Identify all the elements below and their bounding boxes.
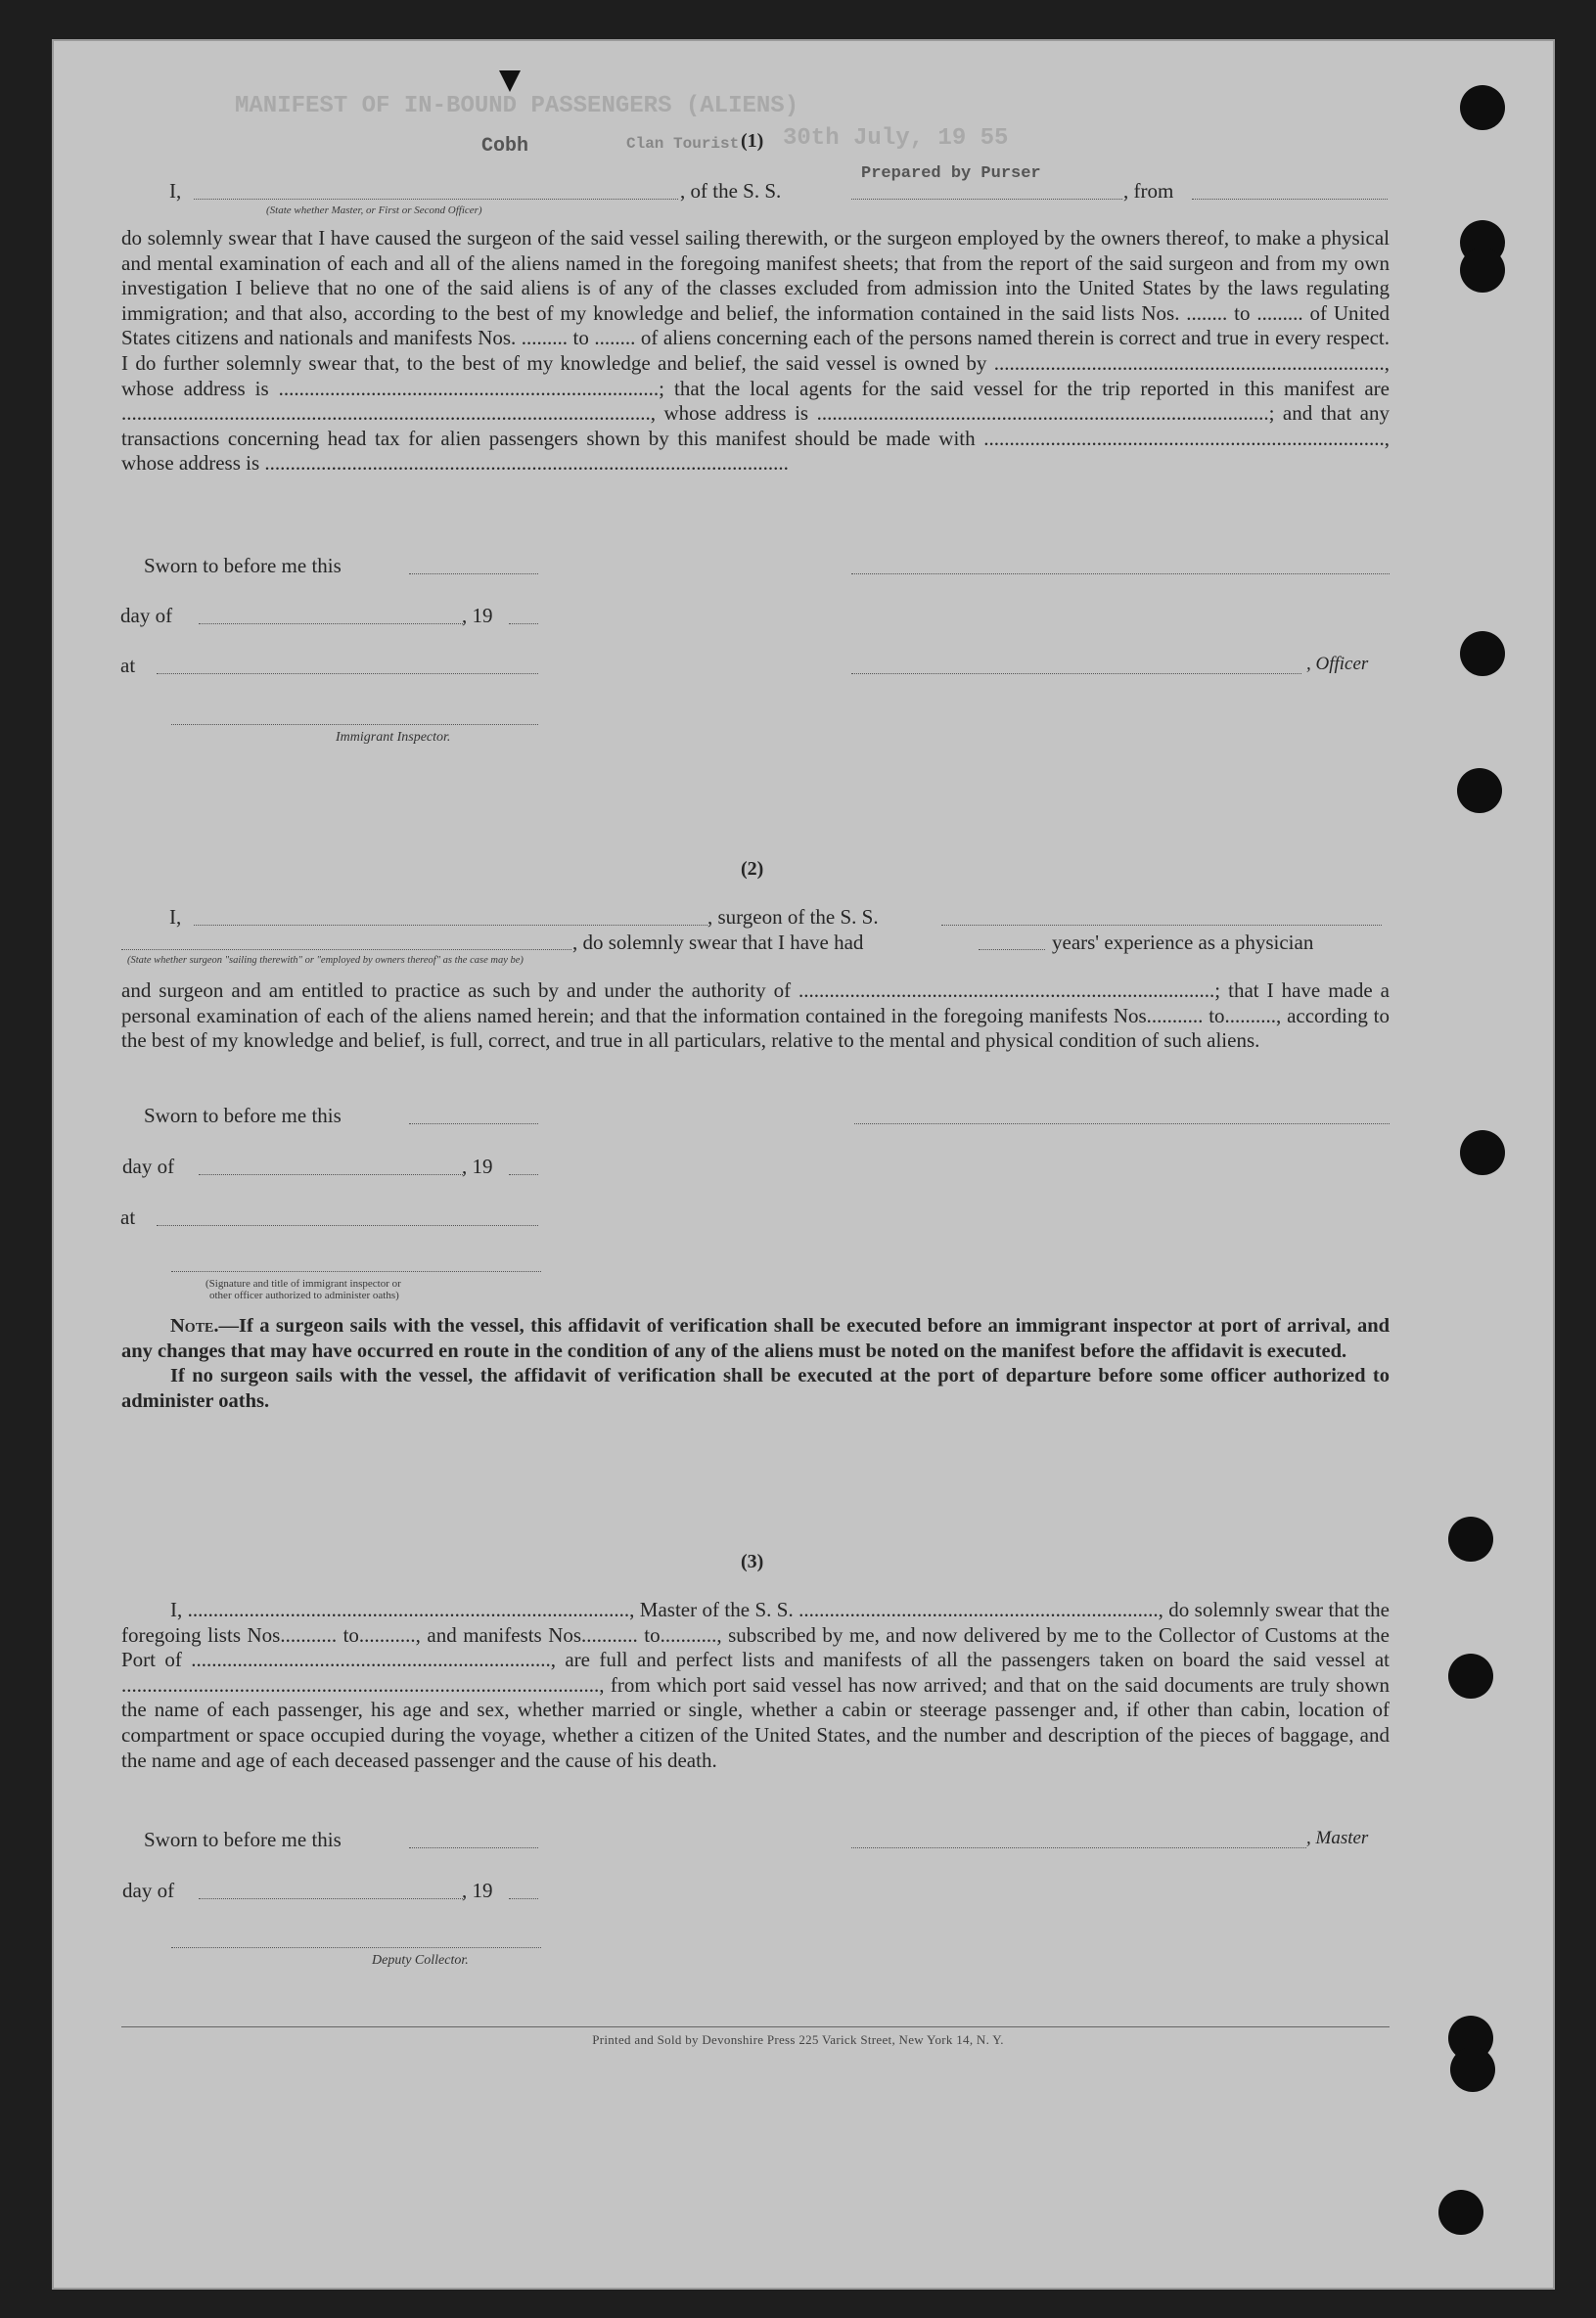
signature-line-2 (854, 1123, 1390, 1124)
section-2-body (121, 978, 1390, 1054)
section-1-opening: I, (169, 179, 182, 203)
from-port-line (1192, 199, 1388, 200)
witness-caption-2: other officer authorized to administer oaths) (209, 1290, 399, 1301)
year-label-1: , 19 (462, 604, 493, 627)
note-text-2: If no surgeon sails with the vessel, the affidavit of verification shall be executed at the port of departure before some officer authorized to administer oaths. (121, 1365, 1390, 1412)
of-the-ss-label: , of the S. S. (680, 179, 782, 203)
section-1-body (121, 226, 1390, 477)
bleed-through-header: MANIFEST OF IN-BOUND PASSENGERS (ALIENS) (235, 93, 799, 119)
day-of-label-1: day of (120, 604, 173, 627)
year-label-3: , 19 (462, 1879, 493, 1902)
punch-hole (1460, 631, 1505, 676)
day-line-2 (199, 1174, 463, 1175)
day-line-1 (199, 623, 463, 624)
punch-hole (1450, 2047, 1495, 2092)
day-line-3 (199, 1898, 463, 1899)
section-2-oath-text: and surgeon and am entitled to practice as such by and under the authority of .................................................................................; that I have made a personal examination of each of the aliens named herein; and that the information contained in the foregoing manifests Nos........... to.........., according to the best of my knowledge and belief, is full, correct, and true in all particulars, relative to the mental and physical condition of such aliens. (121, 978, 1390, 1053)
punch-hole (1448, 1517, 1493, 1562)
immigrant-inspector-caption: Immigrant Inspector. (336, 730, 451, 745)
witness-caption-1: (Signature and title of immigrant inspector or (205, 1278, 401, 1290)
officer-signature-line (851, 673, 1301, 674)
sworn-line-1 (409, 573, 538, 574)
printer-imprint: Printed and Sold by Devonshire Press 225 Varick Street, New York 14, N. Y. (592, 2032, 1004, 2047)
bleed-through-date: 30th July, 19 55 (783, 125, 1009, 152)
at-line-2 (157, 1225, 538, 1226)
prepared-by-stamp: Prepared by Purser (861, 164, 1041, 183)
inspector-signature-line (171, 724, 538, 725)
day-of-label-3: day of (122, 1879, 175, 1902)
officer-name-line (194, 199, 678, 200)
section-1-oath-text: do solemnly swear that I have caused the surgeon of the said vessel sailing therewith, or the surgeon employed by the owners thereof, to make a physical and mental examination of each and all of the aliens named in the foregoing manifest sheets; that from the report of the said surgeon and from my own investigation I believe that no one of the said aliens is of any of the classes excluded from admission into the United States by the laws regulating immigration; and that also, according to the best of my knowledge and belief, the information contained in the said lists Nos. ........ to ......... of United States citizens and nationals and manifests Nos. ......... to ........ of aliens concerning each of the persons named therein is correct and true in every respect. I do further solemnly swear that, to the best of my knowledge and belief, the said vessel is owned by ............................................................................, whose address is ..........................................................................; that the local agents for the said vessel for the trip reported in this manifest are ......................................................................................................., whose address is ........................................................................................; and that any transactions concerning head tax for alien passengers shown by this manifest should be made with .............................................................................., whose address is ...................................................................................................... (121, 226, 1390, 476)
at-label-1: at (120, 654, 136, 677)
surgeon-of-label: , surgeon of the S. S. (707, 905, 879, 929)
year-label-2: , 19 (462, 1155, 493, 1178)
collector-signature-line (171, 1947, 541, 1948)
year-line-3 (509, 1898, 538, 1899)
deputy-collector-caption: Deputy Collector. (372, 1953, 469, 1968)
section-3-oath-text: I, ......................................................................................, Master of the S. S. ......................................................................, do solemnly swear that the foregoing lists Nos........... to..........., and manifests Nos........... to..........., subscribed by me, and now delivered by me to the Collector of Customs at the Port of ......................................................................, are full and perfect lists and manifests of all the passengers taken on board the said vessel at ............................................................................................., from which port said vessel has now arrived; and that on the said documents are truly shown the name of each passenger, his age and sex, whether married or single, whether a cabin or steerage passenger and, if other than cabin, location of compartment or space occupied during the voyage, whether a citizen of the United States, and the number and description of the pieces of baggage, and the name and age of each deceased passenger and the cause of his death. (121, 1598, 1390, 1772)
sworn-line-3 (409, 1847, 538, 1848)
ink-mark (499, 70, 521, 92)
section-1-number: (1) (741, 130, 764, 152)
officer-rank-caption: (State whether Master, or First or Second Officer) (266, 205, 482, 216)
master-signature-line (851, 1847, 1306, 1848)
from-label: , from (1123, 179, 1174, 203)
section-2-number: (2) (741, 858, 764, 880)
note-label: Note. (170, 1315, 219, 1337)
at-line-1 (157, 673, 538, 674)
sworn-label-1: Sworn to before me this (144, 554, 342, 577)
sworn-line-2 (409, 1123, 538, 1124)
surgeon-capacity-line (121, 949, 571, 950)
punch-hole (1460, 248, 1505, 293)
punch-hole (1460, 1130, 1505, 1175)
footer-rule (121, 2026, 1390, 2027)
punch-hole (1457, 768, 1502, 813)
surgeon-name-line (194, 925, 707, 926)
years-experience-label: years' experience as a physician (1052, 931, 1314, 954)
sworn-label-3: Sworn to before me this (144, 1828, 342, 1851)
note-text-1: —If a surgeon sails with the vessel, this affidavit of verification shall be executed before an immigrant inspector at port of arrival, and any changes that may have occurred en route in the condition of any of the aliens must be noted on the manifest before the affidavit is executed. (121, 1315, 1390, 1362)
section-3-number: (3) (741, 1551, 764, 1572)
surgeon-capacity-caption: (State whether surgeon "sailing therewith" or "employed by owners thereof" as the case may be) (127, 955, 524, 966)
signature-line-1 (851, 573, 1390, 574)
punch-hole (1438, 2190, 1483, 2235)
day-of-label-2: day of (122, 1155, 175, 1178)
punch-hole (1448, 1654, 1493, 1699)
surgeon-vessel-line (941, 925, 1382, 926)
section-2-opening: I, (169, 905, 182, 929)
years-line (979, 949, 1045, 950)
stamp-clan: Clan Tourist (626, 135, 740, 153)
year-line-2 (509, 1174, 538, 1175)
note-paragraph-1 (121, 1314, 1390, 1364)
at-label-2: at (120, 1205, 136, 1229)
surgeon-swear-label: , do solemnly swear that I have had (572, 931, 864, 954)
officer-label: , Officer (1306, 654, 1369, 674)
stamp-place: Cobh (481, 135, 529, 158)
punch-hole (1460, 85, 1505, 130)
section-3-body (121, 1598, 1390, 1773)
master-label: , Master (1306, 1828, 1369, 1848)
affidavit-note (121, 1314, 1390, 1414)
year-line-1 (509, 623, 538, 624)
vessel-name-line (851, 199, 1122, 200)
witness-signature-line (171, 1271, 541, 1272)
sworn-label-2: Sworn to before me this (144, 1104, 342, 1127)
